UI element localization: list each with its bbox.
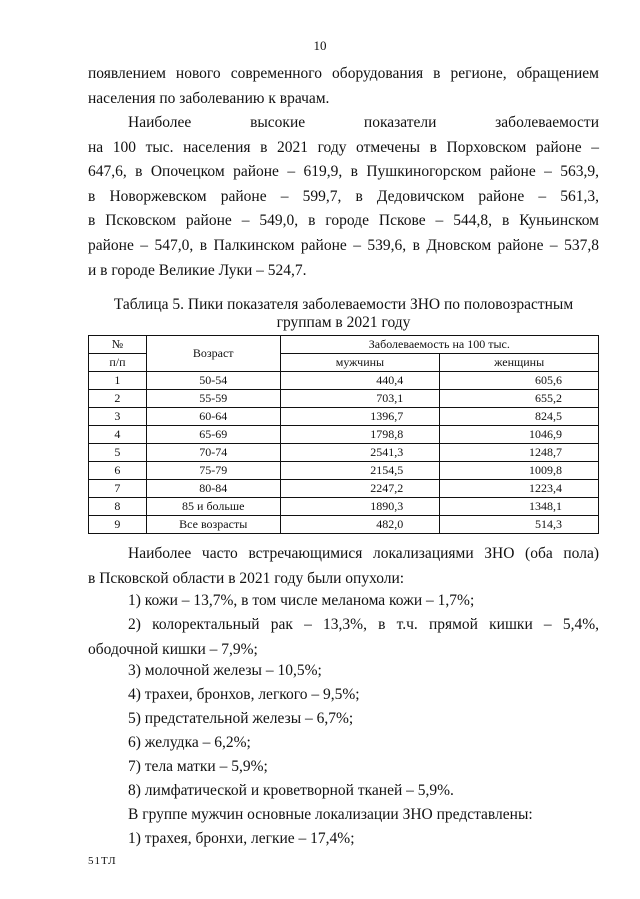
table-row (89, 372, 599, 390)
header-incidence: Заболеваемость на 100 тыс. (280, 336, 598, 354)
row-number: 1 (89, 372, 147, 390)
text-line: 647,6, в Опочецком районе – 619,9, в Пушкиногорском районе – 563,9, (88, 163, 599, 181)
table-caption (88, 296, 599, 332)
row-age: Все возрасты (146, 516, 280, 534)
footer-code: 51ТЛ (88, 855, 117, 867)
table-row (89, 498, 599, 516)
text-line: на 100 тыс. населения в 2021 году отмечены в Порховском районе – (88, 138, 599, 156)
row-age: 85 и больше (146, 498, 280, 516)
text-line: ободочной кишки – 7,9%; (88, 640, 258, 658)
header-pp: п/п (89, 354, 147, 372)
row-number: 9 (89, 516, 147, 534)
list-item: 5) предстательной железы – 6,7%; (128, 710, 354, 727)
table-caption-line2: группам в 2021 году (276, 314, 411, 331)
list-item: 7) тела матки – 5,9%; (128, 758, 268, 775)
row-age: 70-74 (146, 444, 280, 462)
table-row (89, 480, 599, 498)
intro-paragraph (88, 62, 599, 111)
row-men: 1798,8 (280, 426, 440, 444)
row-women: 655,2 (440, 390, 599, 408)
table-row (89, 516, 599, 534)
table-body (89, 372, 599, 534)
row-number: 4 (89, 426, 147, 444)
row-men: 703,1 (280, 390, 440, 408)
incidence-table (88, 335, 599, 534)
row-age: 50-54 (146, 372, 280, 390)
header-women: женщины (440, 354, 599, 372)
list-item: 1) кожи – 13,7%, в том числе меланома кожи – 1,7%; (128, 592, 475, 609)
list-item: 6) желудка – 6,2%; (128, 734, 251, 751)
list-item: 8) лимфатической и кроветворной тканей – 5,9%. (128, 782, 454, 799)
row-number: 2 (89, 390, 147, 408)
row-women: 605,6 (440, 372, 599, 390)
row-women: 1046,9 (440, 426, 599, 444)
row-women: 1248,7 (440, 444, 599, 462)
row-men: 1890,3 (280, 498, 440, 516)
list-item-multiline (88, 613, 599, 662)
row-number: 7 (89, 480, 147, 498)
header-men: мужчины (280, 354, 440, 372)
text-line: в Псковской области в 2021 году были опухоли: (88, 569, 405, 587)
row-age: 75-79 (146, 462, 280, 480)
localizations-paragraph (88, 542, 599, 591)
table-caption-line1: Таблица 5. Пики показателя заболеваемости ЗНО по половозрастным (113, 296, 574, 313)
table-row (89, 426, 599, 444)
text-line: в Псковском районе – 549,0, в городе Пскове – 544,8, в Куньинском (88, 212, 599, 230)
text-line: Наиболее высокие показатели заболеваемости (128, 114, 599, 131)
text-line: в Новоржевском районе – 599,7, в Дедовичском районе – 561,3, (88, 187, 599, 205)
header-age: Возраст (146, 336, 280, 372)
regions-paragraph (88, 111, 599, 283)
page-number: 10 (313, 38, 327, 53)
table-row (89, 390, 599, 408)
row-women: 514,3 (440, 516, 599, 534)
row-number: 6 (89, 462, 147, 480)
table-row (89, 462, 599, 480)
text-line: районе – 547,0, в Палкинском районе – 539,6, в Дновском районе – 537,8 (88, 236, 599, 254)
text-line: населения по заболеванию к врачам. (88, 89, 330, 107)
list-item: В группе мужчин основные локализации ЗНО представлены: (128, 806, 533, 823)
table-row (89, 444, 599, 462)
row-men: 2541,3 (280, 444, 440, 462)
row-women: 824,5 (440, 408, 599, 426)
list-item: 1) трахея, бронхи, легкие – 17,4%; (128, 830, 355, 847)
row-men: 1396,7 (280, 408, 440, 426)
row-women: 1348,1 (440, 498, 599, 516)
row-number: 5 (89, 444, 147, 462)
row-men: 440,4 (280, 372, 440, 390)
row-women: 1223,4 (440, 480, 599, 498)
text-line: появлением нового современного оборудования в регионе, обращением (88, 65, 599, 82)
row-men: 482,0 (280, 516, 440, 534)
row-number: 8 (89, 498, 147, 516)
row-men: 2247,2 (280, 480, 440, 498)
text-line: и в городе Великие Луки – 524,7. (88, 261, 307, 279)
row-women: 1009,8 (440, 462, 599, 480)
row-age: 55-59 (146, 390, 280, 408)
row-age: 65-69 (146, 426, 280, 444)
header-number: № (89, 336, 147, 354)
row-number: 3 (89, 408, 147, 426)
row-men: 2154,5 (280, 462, 440, 480)
text-line: 2) колоректальный рак – 13,3%, в т.ч. прямой кишки – 5,4%, (128, 616, 599, 633)
list-item: 3) молочной железы – 10,5%; (128, 662, 322, 679)
row-age: 80-84 (146, 480, 280, 498)
table-row (89, 408, 599, 426)
row-age: 60-64 (146, 408, 280, 426)
text-line: Наиболее часто встречающимися локализациями ЗНО (оба пола) (128, 545, 599, 562)
list-item: 4) трахеи, бронхов, легкого – 9,5%; (128, 686, 360, 703)
